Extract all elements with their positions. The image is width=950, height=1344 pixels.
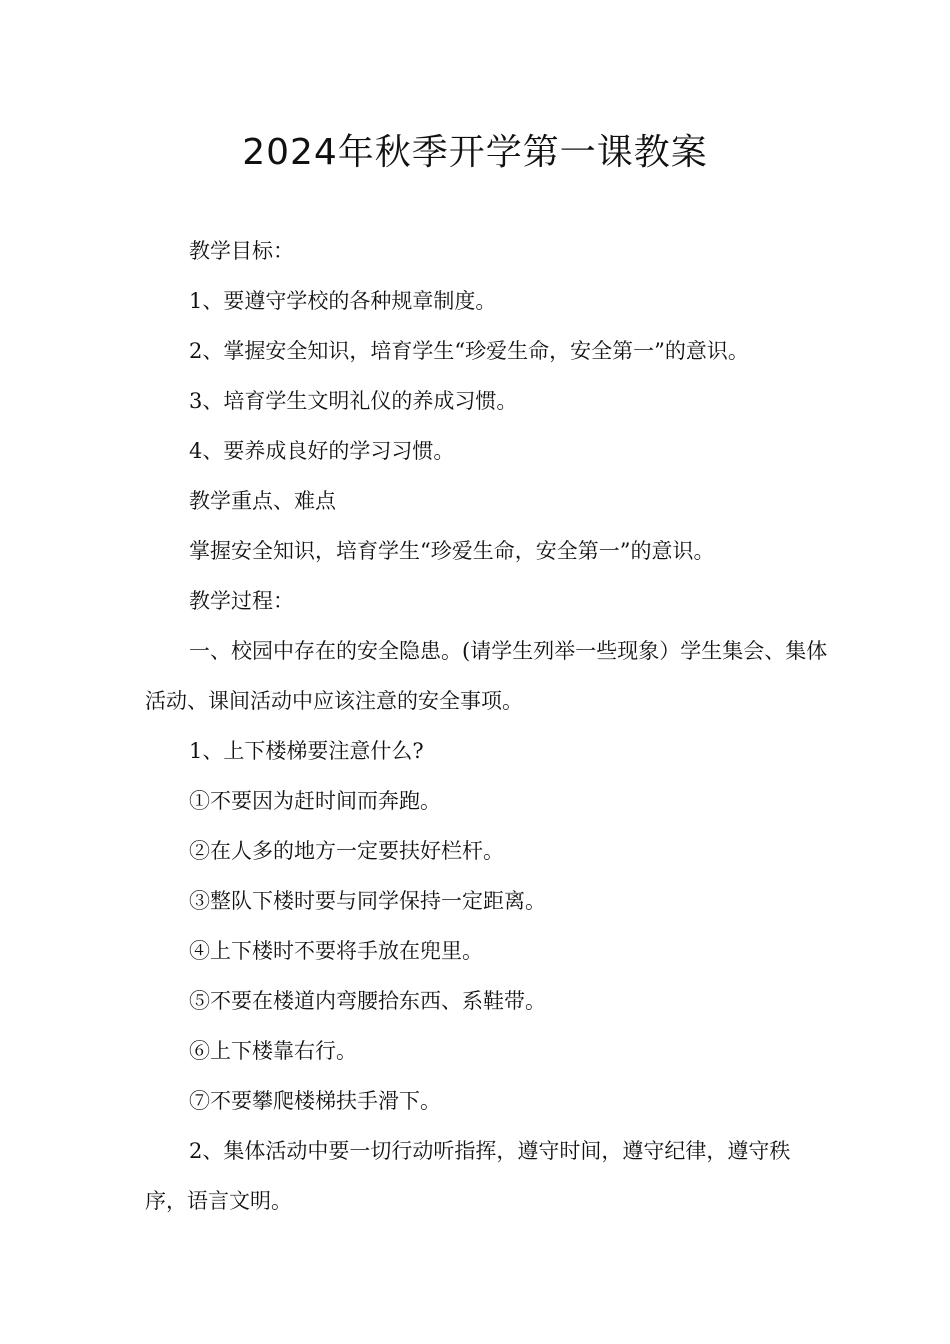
paragraph-key-points: 掌握安全知识，培育学生“珍爱生命，安全第一”的意识。 (189, 539, 715, 563)
paragraph-group-activity: 2、集体活动中要一切行动听指挥，遵守时间，遵守纪律，遵守秩序，语言文明。 (145, 1139, 791, 1213)
paragraph-goal-3: 3、培育学生文明礼仪的养成习惯。 (189, 389, 518, 413)
paragraph-stairs-rule-2: ②在人多的地方一定要扶好栏杆。 (189, 839, 504, 863)
paragraph-stairs-rule-7: ⑦不要攀爬楼梯扶手滑下。 (189, 1089, 441, 1113)
document-title: 2024年秋季开学第一课教案 (242, 132, 708, 173)
paragraph-stairs-rule-6: ⑥上下楼靠右行。 (189, 1039, 357, 1063)
paragraph-section-1: 一、校园中存在的安全隐患。(请学生列举一些现象）学生集会、集体活动、课间活动中应该注意的安全事项。 (145, 639, 828, 713)
paragraph-key-points-heading: 教学重点、难点 (189, 489, 336, 513)
document-body (145, 226, 830, 1226)
paragraph-teaching-goals-heading: 教学目标： (189, 239, 294, 263)
paragraph-process-heading: 教学过程： (189, 589, 294, 613)
paragraph-stairs-rule-3: ③整队下楼时要与同学保持一定距离。 (189, 889, 546, 913)
paragraph-stairs-rule-4: ④上下楼时不要将手放在兜里。 (189, 939, 483, 963)
paragraph-stairs-question: 1、上下楼梯要注意什么? (189, 739, 424, 763)
paragraph-goal-1: 1、要遵守学校的各种规章制度。 (189, 289, 497, 313)
paragraph-goal-4: 4、要养成良好的学习习惯。 (189, 439, 455, 463)
paragraph-stairs-rule-5: ⑤不要在楼道内弯腰拾东西、系鞋带。 (189, 989, 546, 1013)
paragraph-goal-2: 2、掌握安全知识，培育学生“珍爱生命，安全第一”的意识。 (189, 339, 749, 363)
paragraph-stairs-rule-1: ①不要因为赶时间而奔跑。 (189, 789, 441, 813)
